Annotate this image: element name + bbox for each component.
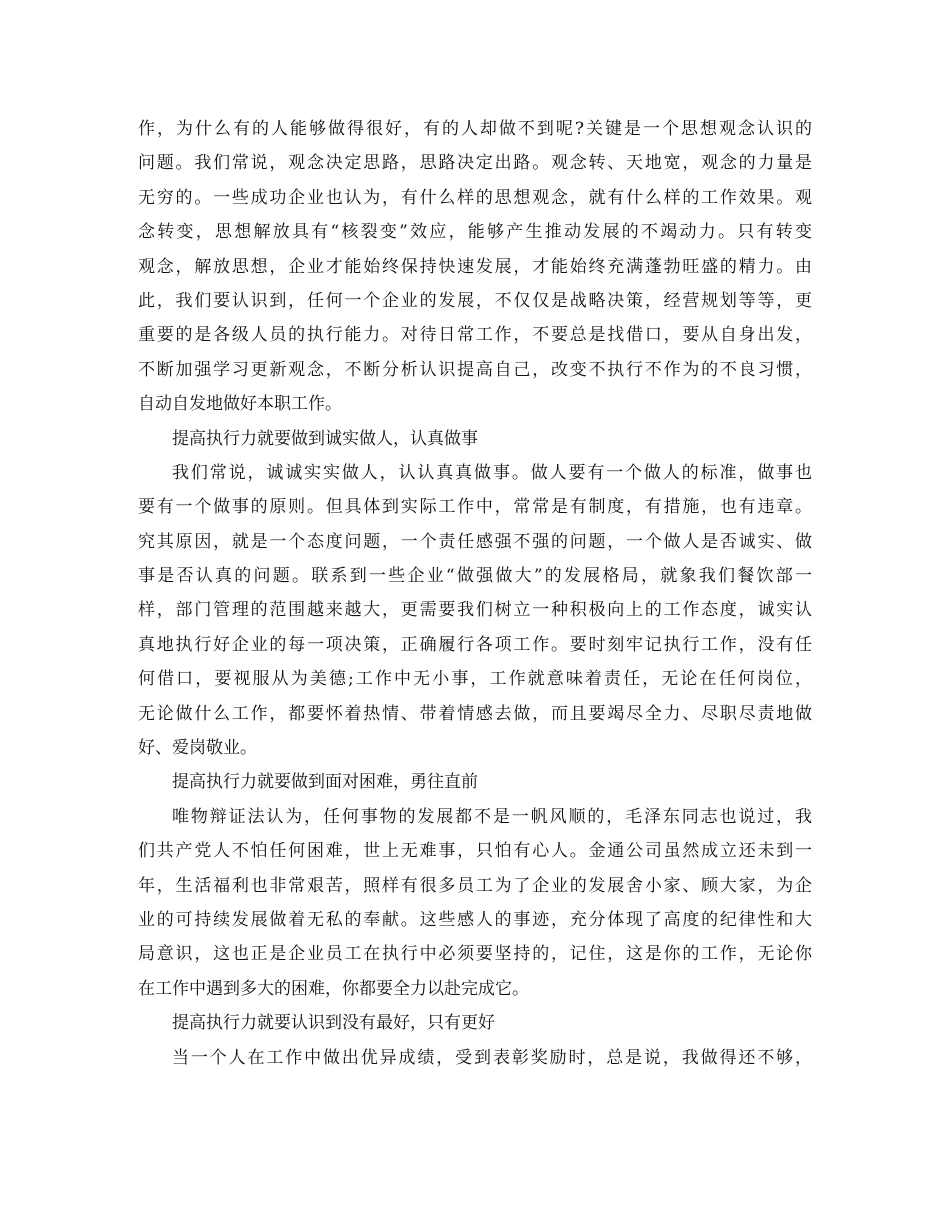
text-line: 唯物辩证法认为，任何事物的发展都不是一帆风顺的，毛泽东同志也说过，我	[172, 806, 812, 827]
text-line: 无穷的。一些成功企业也认为，有什么样的思想观念，就有什么样的工作效果。观	[138, 187, 812, 208]
text-line: 局意识，这也正是企业员工在执行中必须要坚持的，记住，这是你的工作，无论你	[138, 944, 812, 965]
text-line: 年，生活福利也非常艰苦，照样有很多员工为了企业的发展舍小家、顾大家，为企	[138, 875, 812, 896]
text-line: 究其原因，就是一个态度问题，一个责任感强不强的问题，一个做人是否诚实、做	[138, 531, 812, 552]
text-line: 当一个人在工作中做出优异成绩，受到表彰奖励时，总是说，我做得还不够，	[172, 1047, 812, 1068]
text-line: 何借口，要视服从为美德;工作中无小事，工作就意味着责任，无论在任何岗位，	[138, 669, 812, 690]
text-line: 业的可持续发展做着无私的奉献。这些感人的事迹，充分体现了高度的纪律性和大	[138, 909, 812, 930]
text-line: 好、爱岗敬业。	[138, 738, 257, 759]
section-heading: 提高执行力就要做到诚实做人，认真做事	[172, 428, 478, 449]
text-line: 作，为什么有的人能够做得很好，有的人却做不到呢?关键是一个思想观念认识的	[138, 119, 812, 139]
section-heading: 提高执行力就要做到面对困难，勇往直前	[172, 772, 478, 793]
text-line: 事是否认真的问题。联系到一些企业“做强做大”的发展格局，就象我们餐饮部一	[138, 566, 812, 587]
text-line: 此，我们要认识到，任何一个企业的发展，不仅仅是战略决策，经营规划等等，更	[138, 290, 812, 311]
text-line: 问题。我们常说，观念决定思路，思路决定出路。观念转、天地宽，观念的力量是	[138, 153, 812, 174]
section-heading: 提高执行力就要认识到没有最好，只有更好	[172, 1013, 495, 1034]
text-line: 真地执行好企业的每一项决策，正确履行各项工作。要时刻牢记执行工作，没有任	[138, 634, 812, 655]
text-line: 要有一个做事的原则。但具体到实际工作中，常常是有制度，有措施，也有违章。	[138, 497, 812, 518]
text-line: 在工作中遇到多大的困难，你都要全力以赴完成它。	[138, 978, 529, 999]
document-body	[138, 112, 812, 1075]
text-line: 观念，解放思想，企业才能始终保持快速发展，才能始终充满蓬勃旺盛的精力。由	[138, 256, 812, 277]
text-line: 念转变，思想解放具有“核裂变”效应，能够产生推动发展的不竭动力。只有转变	[138, 222, 812, 243]
text-line: 们共产党人不怕任何困难，世上无难事，只怕有心人。金通公司虽然成立还未到一	[138, 841, 812, 862]
text-line: 自动自发地做好本职工作。	[138, 394, 342, 415]
text-line: 重要的是各级人员的执行能力。对待日常工作，不要总是找借口，要从自身出发，	[138, 325, 812, 346]
text-line: 我们常说，诚诚实实做人，认认真真做事。做人要有一个做人的标准，做事也	[172, 462, 812, 483]
text-line: 不断加强学习更新观念，不断分析认识提高自己，改变不执行不作为的不良习惯，	[138, 359, 812, 380]
text-line: 无论做什么工作，都要怀着热情、带着情感去做，而且要竭尽全力、尽职尽责地做	[138, 703, 812, 724]
text-line: 样，部门管理的范围越来越大，更需要我们树立一种积极向上的工作态度，诚实认	[138, 600, 812, 621]
